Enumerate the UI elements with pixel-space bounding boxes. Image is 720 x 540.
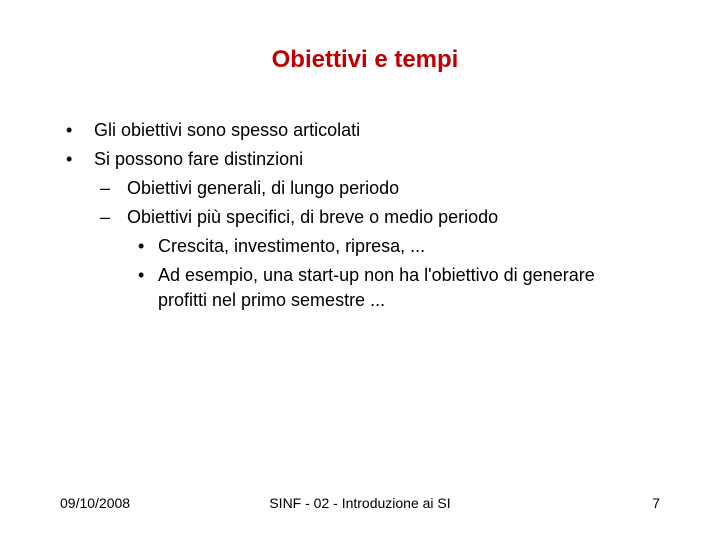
list-item-text: Gli obiettivi sono spesso articolati — [94, 120, 361, 140]
bullet-marker: • — [66, 120, 73, 140]
footer-date: 09/10/2008 — [60, 495, 131, 511]
bullet-marker: • — [138, 236, 145, 256]
list-item-text: Ad esempio, una start-up non ha l'obiettivo di generare — [158, 265, 595, 285]
list-item-text: Obiettivi più specifici, di breve o medio periodo — [127, 207, 499, 227]
list-item-text: Si possono fare distinzioni — [94, 149, 304, 169]
bullet-marker: • — [66, 149, 73, 169]
list-item-text: profitti nel primo semestre ... — [158, 290, 386, 310]
list-item-text: Obiettivi generali, di lungo periodo — [127, 178, 400, 198]
bullet-marker: • — [138, 265, 145, 285]
dash-marker: – — [100, 178, 111, 198]
list-item-text: Crescita, investimento, ripresa, ... — [158, 236, 426, 256]
page-number: 7 — [652, 495, 660, 511]
footer-title: SINF - 02 - Introduzione ai SI — [269, 495, 451, 511]
slide-title: Obiettivi e tempi — [271, 46, 459, 73]
dash-marker: – — [100, 207, 111, 227]
